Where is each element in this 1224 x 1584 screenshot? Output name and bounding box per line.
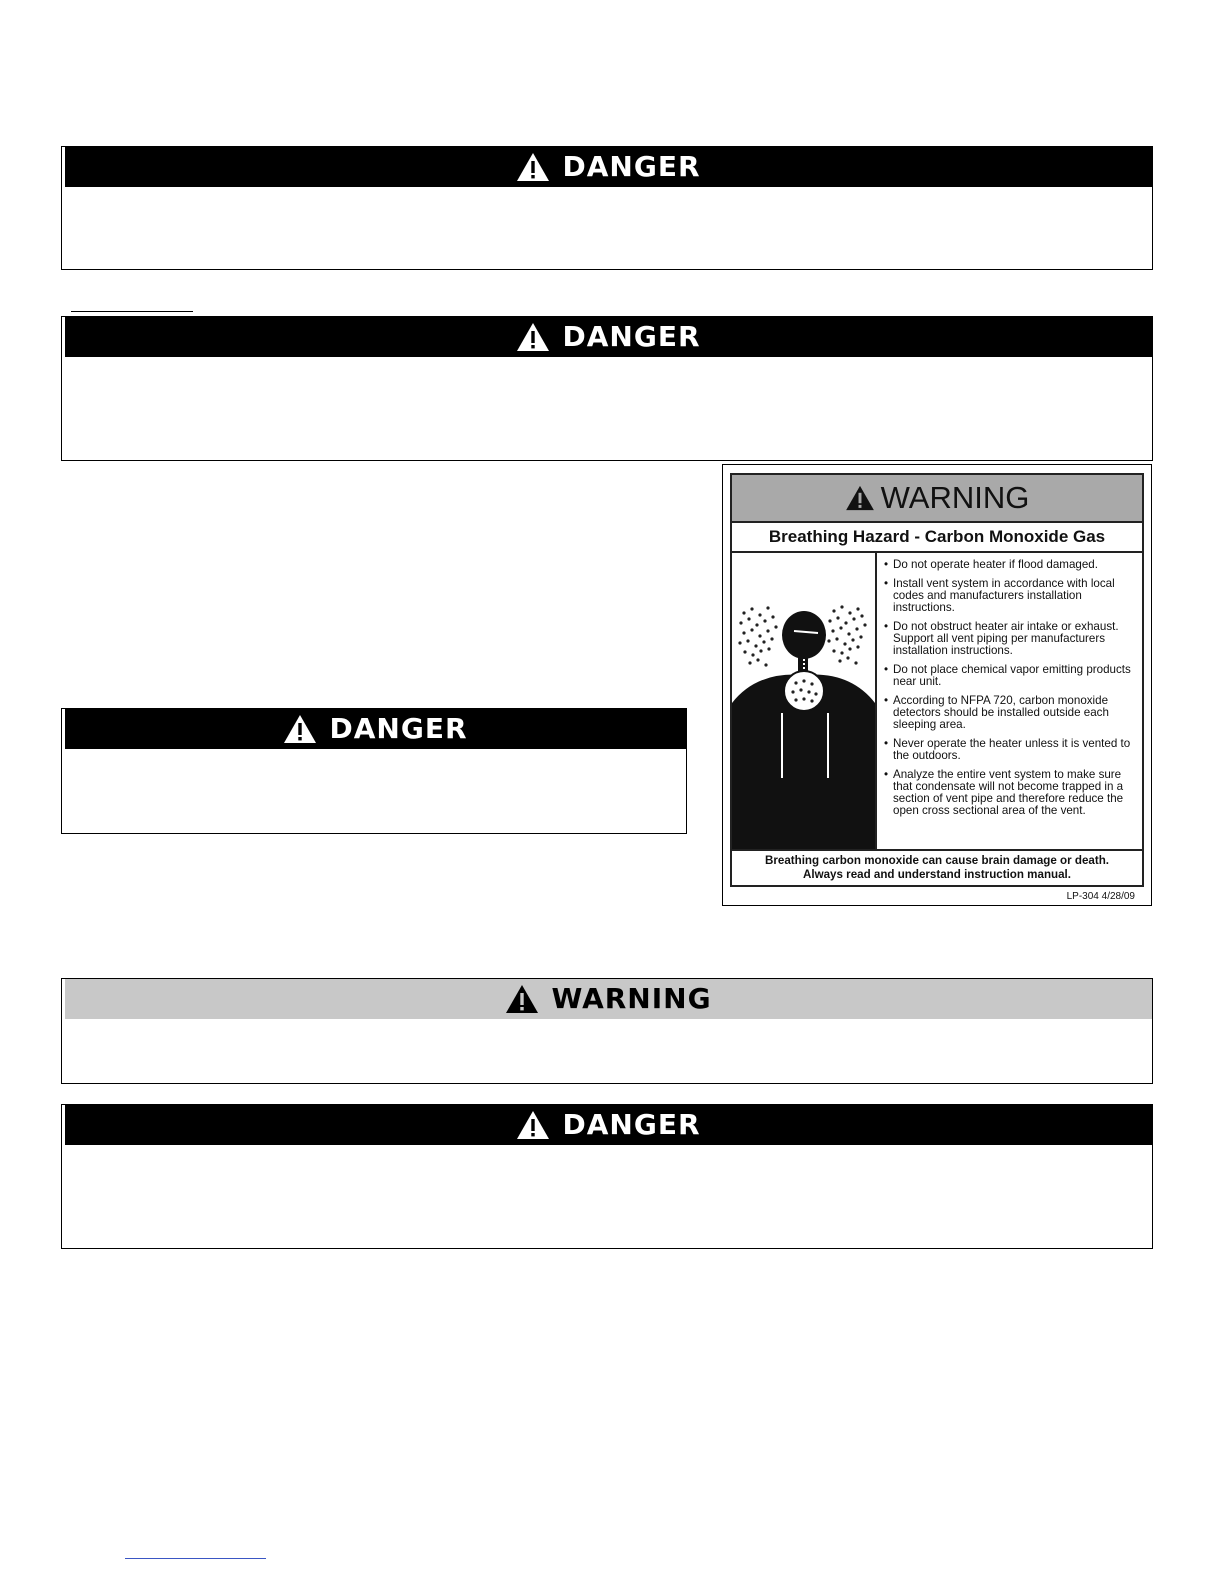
label-title: WARNING [880, 480, 1030, 515]
warning-triangle-icon [845, 485, 875, 511]
warning-header-text: WARNING [551, 982, 712, 1015]
co-warning-label [722, 464, 1152, 906]
danger-header [65, 317, 1152, 357]
label-hazard-list [884, 559, 1142, 824]
warning-triangle-icon [516, 1110, 550, 1140]
label-code: LP-304 4/28/09 [1066, 891, 1135, 902]
label-subtitle: Breathing Hazard - Carbon Monoxide Gas [732, 523, 1142, 553]
danger-box-3 [61, 708, 687, 834]
label-item: • Install vent system in accordance with local codes and manufacturers installation instructions. [884, 578, 1142, 614]
label-title-bar [732, 475, 1142, 523]
danger-header [65, 147, 1152, 187]
danger-header [65, 709, 686, 749]
footer-link-underline [125, 1558, 266, 1559]
person-inhaling-gas-icon [732, 553, 875, 849]
danger-header-text: DANGER [329, 712, 468, 745]
label-item: • Do not obstruct heater air intake or exhaust. Support all vent piping per manufacturers installation instructions. [884, 621, 1142, 657]
warning-triangle-icon [505, 984, 539, 1014]
warning-box [61, 978, 1153, 1084]
section-underline [71, 311, 193, 312]
label-item: • Do not place chemical vapor emitting products near unit. [884, 664, 1142, 688]
danger-box-4 [61, 1104, 1153, 1249]
warning-triangle-icon [516, 322, 550, 352]
breathing-hazard-pictogram [732, 553, 877, 849]
label-footer [732, 851, 1142, 890]
danger-header-text: DANGER [562, 150, 701, 183]
danger-header [65, 1105, 1152, 1145]
label-item: • Do not operate heater if flood damaged. [884, 559, 1142, 571]
label-item: • Never operate the heater unless it is vented to the outdoors. [884, 738, 1142, 762]
label-footer-line-1: Breathing carbon monoxide can cause brain damage or death. [764, 854, 1110, 867]
warning-header [65, 979, 1152, 1019]
label-frame [730, 473, 1144, 887]
label-body [732, 553, 1142, 851]
label-footer-line-2: Always read and understand instruction manual. [803, 868, 1071, 881]
label-item: • Analyze the entire vent system to make sure that condensate will not become trapped in a section of vent pipe and therefore reduce the open cross sectional area of the vent. [884, 769, 1142, 817]
danger-box-2 [61, 316, 1153, 461]
danger-header-text: DANGER [562, 320, 701, 353]
danger-box-1 [61, 146, 1153, 270]
danger-header-text: DANGER [562, 1108, 701, 1141]
warning-triangle-icon [283, 714, 317, 744]
warning-triangle-icon [516, 152, 550, 182]
label-item: • According to NFPA 720, carbon monoxide detectors should be installed outside each sleeping area. [884, 695, 1142, 731]
